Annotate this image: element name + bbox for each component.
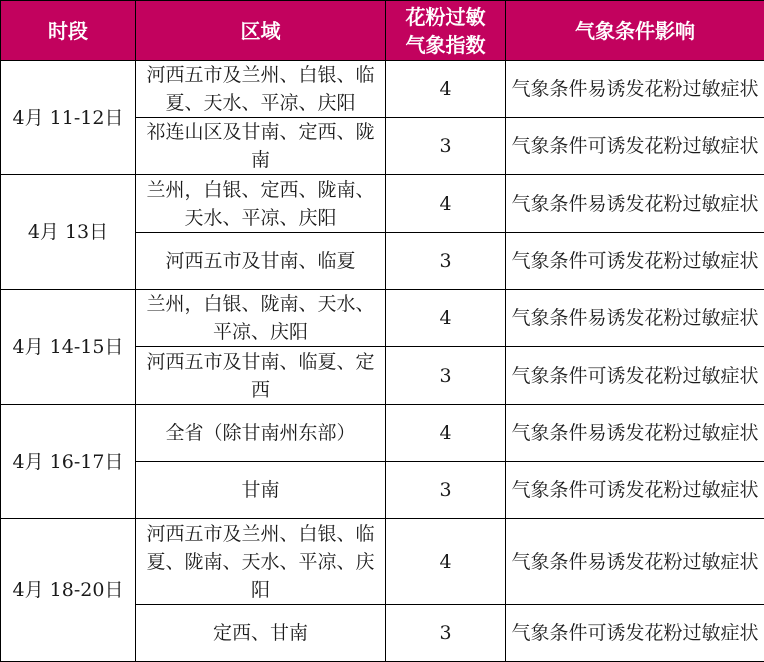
table-row (1, 405, 764, 462)
effect-cell: 气象条件可诱发花粉过敏症状 (506, 462, 764, 519)
region-cell: 祁连山区及甘南、定西、陇南 (136, 118, 386, 175)
region-cell: 兰州，白银、定西、陇南、天水、平凉、庆阳 (136, 175, 386, 233)
header-index (386, 1, 506, 61)
header-region: 区域 (136, 1, 386, 61)
period-cell: 4月 14-15日 (1, 290, 136, 405)
table-header-row (1, 1, 764, 61)
index-cell: 4 (386, 290, 506, 347)
region-cell: 河西五市及兰州、白银、临夏、天水、平凉、庆阳 (136, 61, 386, 118)
period-cell: 4月 11-12日 (1, 61, 136, 175)
effect-cell: 气象条件易诱发花粉过敏症状 (506, 405, 764, 462)
effect-cell: 气象条件易诱发花粉过敏症状 (506, 175, 764, 233)
effect-cell: 气象条件可诱发花粉过敏症状 (506, 605, 764, 662)
region-cell: 河西五市及兰州、白银、临夏、陇南、天水、平凉、庆阳 (136, 519, 386, 605)
header-index-line1: 花粉过敏 (406, 5, 486, 29)
effect-cell: 气象条件可诱发花粉过敏症状 (506, 118, 764, 175)
period-cell: 4月 18-20日 (1, 519, 136, 662)
region-cell: 兰州，白银、陇南、天水、平凉、庆阳 (136, 290, 386, 347)
period-cell: 4月 16-17日 (1, 405, 136, 519)
table-row (1, 61, 764, 118)
index-cell: 4 (386, 405, 506, 462)
effect-cell: 气象条件易诱发花粉过敏症状 (506, 519, 764, 605)
region-cell: 河西五市及甘南、临夏、定西 (136, 347, 386, 405)
header-effect: 气象条件影响 (506, 1, 764, 61)
table-row (1, 519, 764, 605)
index-cell: 3 (386, 118, 506, 175)
region-cell: 甘南 (136, 462, 386, 519)
index-cell: 4 (386, 175, 506, 233)
period-cell: 4月 13日 (1, 175, 136, 290)
effect-cell: 气象条件易诱发花粉过敏症状 (506, 290, 764, 347)
index-cell: 3 (386, 347, 506, 405)
table-row (1, 290, 764, 347)
region-cell: 河西五市及甘南、临夏 (136, 233, 386, 290)
index-cell: 4 (386, 61, 506, 118)
header-index-line2: 气象指数 (406, 33, 486, 57)
header-period: 时段 (1, 1, 136, 61)
effect-cell: 气象条件可诱发花粉过敏症状 (506, 347, 764, 405)
region-cell: 定西、甘南 (136, 605, 386, 662)
effect-cell: 气象条件易诱发花粉过敏症状 (506, 61, 764, 118)
index-cell: 3 (386, 462, 506, 519)
index-cell: 3 (386, 233, 506, 290)
index-cell: 3 (386, 605, 506, 662)
index-cell: 4 (386, 519, 506, 605)
effect-cell: 气象条件可诱发花粉过敏症状 (506, 233, 764, 290)
region-cell: 全省（除甘南州东部） (136, 405, 386, 462)
table-row (1, 175, 764, 233)
